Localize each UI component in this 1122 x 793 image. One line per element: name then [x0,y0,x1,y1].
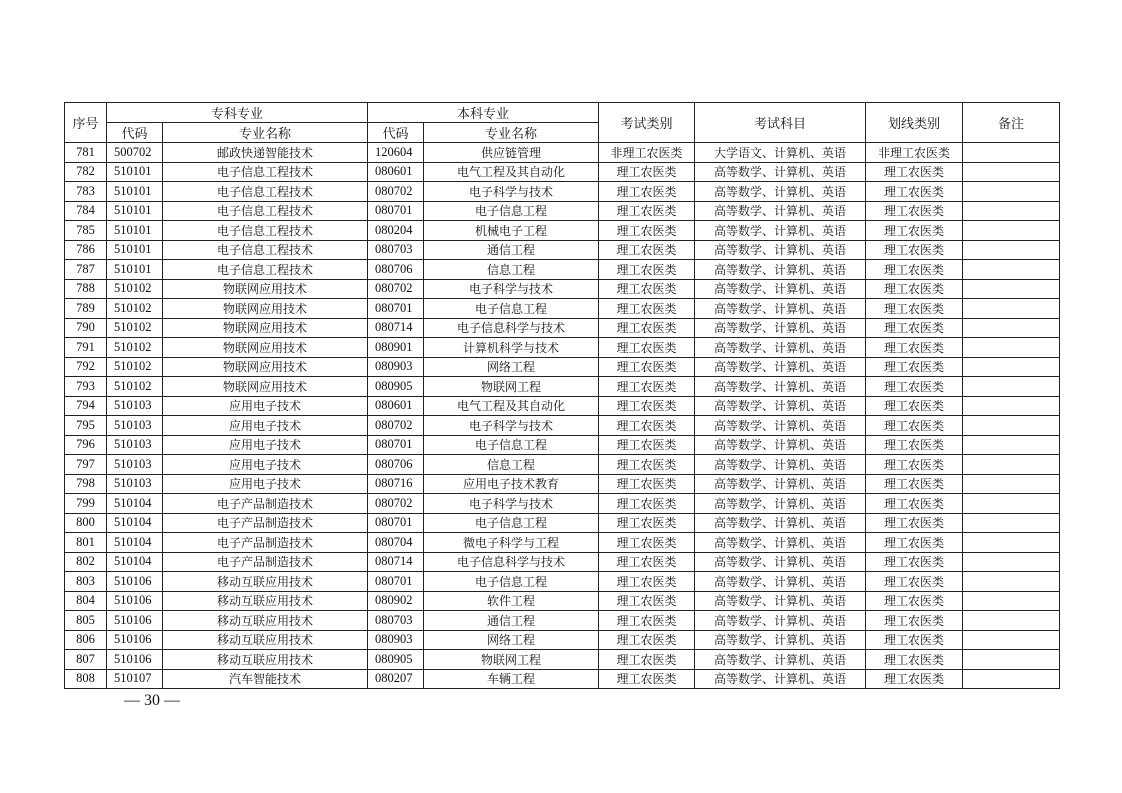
cell-cutoff-category: 理工农医类 [866,279,963,299]
table-row [65,162,1060,182]
cell-exam-subjects: 高等数学、计算机、英语 [695,435,866,455]
table-row [65,240,1060,260]
cell-exam-category: 理工农医类 [599,513,695,533]
cell-undergraduate-code: 080204 [368,221,424,241]
cell-vocational-code: 510101 [107,240,163,260]
cell-vocational-name: 物联网应用技术 [163,377,368,397]
cell-undergraduate-name: 电子信息工程 [424,572,599,592]
cell-remarks [963,260,1060,280]
cell-vocational-code: 510103 [107,474,163,494]
cell-exam-category: 理工农医类 [599,221,695,241]
cell-cutoff-category: 理工农医类 [866,435,963,455]
cell-undergraduate-name: 电子信息工程 [424,513,599,533]
cell-seq: 782 [65,162,107,182]
cell-remarks [963,377,1060,397]
cell-vocational-code: 510102 [107,377,163,397]
cell-remarks [963,611,1060,631]
table-row [65,650,1060,670]
cell-vocational-code: 510102 [107,299,163,319]
cell-undergraduate-name: 电子信息科学与技术 [424,552,599,572]
cell-undergraduate-name: 电气工程及其自动化 [424,396,599,416]
cell-undergraduate-name: 电子科学与技术 [424,279,599,299]
cell-exam-subjects: 高等数学、计算机、英语 [695,650,866,670]
table-row [65,630,1060,650]
cell-exam-subjects: 高等数学、计算机、英语 [695,416,866,436]
cell-cutoff-category: 理工农医类 [866,630,963,650]
cell-seq: 806 [65,630,107,650]
cell-remarks [963,182,1060,202]
table-row [65,455,1060,475]
cell-remarks [963,669,1060,689]
cell-undergraduate-code: 080905 [368,377,424,397]
cell-undergraduate-name: 物联网工程 [424,377,599,397]
cell-seq: 785 [65,221,107,241]
cell-cutoff-category: 理工农医类 [866,591,963,611]
table-row [65,279,1060,299]
cell-exam-category: 理工农医类 [599,533,695,553]
cell-remarks [963,591,1060,611]
cell-seq: 807 [65,650,107,670]
cell-cutoff-category: 理工农医类 [866,182,963,202]
cell-cutoff-category: 理工农医类 [866,338,963,358]
cell-exam-category: 理工农医类 [599,182,695,202]
cell-vocational-code: 510101 [107,221,163,241]
cell-vocational-code: 510104 [107,494,163,514]
cell-exam-subjects: 高等数学、计算机、英语 [695,318,866,338]
cell-seq: 796 [65,435,107,455]
header-undergraduate-code: 代码 [368,123,424,143]
cell-undergraduate-name: 供应链管理 [424,143,599,163]
cell-undergraduate-name: 电子信息工程 [424,435,599,455]
cell-cutoff-category: 理工农医类 [866,474,963,494]
cell-undergraduate-name: 通信工程 [424,240,599,260]
cell-remarks [963,513,1060,533]
cell-vocational-name: 电子产品制造技术 [163,552,368,572]
cell-undergraduate-code: 080714 [368,552,424,572]
cell-cutoff-category: 理工农医类 [866,377,963,397]
cell-undergraduate-name: 信息工程 [424,455,599,475]
table-row [65,416,1060,436]
cell-undergraduate-name: 信息工程 [424,260,599,280]
cell-cutoff-category: 理工农医类 [866,455,963,475]
cell-exam-subjects: 高等数学、计算机、英语 [695,533,866,553]
cell-exam-category: 理工农医类 [599,357,695,377]
cell-undergraduate-code: 080701 [368,513,424,533]
cell-undergraduate-code: 080207 [368,669,424,689]
cell-cutoff-category: 理工农医类 [866,533,963,553]
cell-remarks [963,162,1060,182]
cell-undergraduate-name: 网络工程 [424,630,599,650]
cell-vocational-name: 电子信息工程技术 [163,240,368,260]
cell-undergraduate-name: 计算机科学与技术 [424,338,599,358]
cell-remarks [963,494,1060,514]
table-row [65,591,1060,611]
cell-remarks [963,279,1060,299]
cell-vocational-name: 邮政快递智能技术 [163,143,368,163]
cell-vocational-name: 物联网应用技术 [163,299,368,319]
cell-cutoff-category: 理工农医类 [866,162,963,182]
cell-exam-category: 理工农医类 [599,162,695,182]
cell-remarks [963,396,1060,416]
cell-vocational-code: 510106 [107,591,163,611]
cell-cutoff-category: 理工农医类 [866,396,963,416]
table-row [65,338,1060,358]
cell-exam-category: 理工农医类 [599,669,695,689]
cell-undergraduate-name: 电子科学与技术 [424,416,599,436]
cell-vocational-name: 电子信息工程技术 [163,182,368,202]
cell-cutoff-category: 理工农医类 [866,669,963,689]
cell-exam-category: 理工农医类 [599,591,695,611]
cell-exam-subjects: 高等数学、计算机、英语 [695,221,866,241]
cell-vocational-name: 物联网应用技术 [163,338,368,358]
cell-cutoff-category: 理工农医类 [866,318,963,338]
table-row [65,396,1060,416]
cell-vocational-code: 510104 [107,552,163,572]
table-row [65,533,1060,553]
cell-undergraduate-name: 应用电子技术教育 [424,474,599,494]
table-row [65,143,1060,163]
table-row [65,474,1060,494]
cell-exam-category: 理工农医类 [599,201,695,221]
header-undergraduate-name: 专业名称 [424,123,599,143]
cell-undergraduate-name: 网络工程 [424,357,599,377]
cell-remarks [963,221,1060,241]
cell-vocational-code: 510106 [107,572,163,592]
cell-vocational-code: 510103 [107,455,163,475]
cell-exam-subjects: 高等数学、计算机、英语 [695,611,866,631]
table-row [65,494,1060,514]
cell-remarks [963,143,1060,163]
cell-undergraduate-name: 机械电子工程 [424,221,599,241]
cell-vocational-code: 510101 [107,260,163,280]
cell-exam-category: 理工农医类 [599,279,695,299]
cell-vocational-name: 电子产品制造技术 [163,533,368,553]
cell-seq: 786 [65,240,107,260]
cell-vocational-name: 电子产品制造技术 [163,494,368,514]
cell-cutoff-category: 理工农医类 [866,201,963,221]
table-row [65,260,1060,280]
cell-remarks [963,338,1060,358]
cell-exam-subjects: 高等数学、计算机、英语 [695,338,866,358]
cell-vocational-name: 汽车智能技术 [163,669,368,689]
cell-vocational-name: 电子产品制造技术 [163,513,368,533]
cell-exam-category: 理工农医类 [599,552,695,572]
cell-undergraduate-name: 电子科学与技术 [424,494,599,514]
cell-vocational-code: 510102 [107,338,163,358]
cell-seq: 793 [65,377,107,397]
cell-cutoff-category: 理工农医类 [866,494,963,514]
cell-undergraduate-code: 080601 [368,396,424,416]
cell-cutoff-category: 理工农医类 [866,572,963,592]
cell-undergraduate-code: 080714 [368,318,424,338]
cell-undergraduate-code: 080905 [368,650,424,670]
table-row [65,318,1060,338]
cell-vocational-code: 500702 [107,143,163,163]
cell-exam-category: 理工农医类 [599,494,695,514]
cell-vocational-name: 电子信息工程技术 [163,260,368,280]
table-row [65,669,1060,689]
cell-undergraduate-code: 080702 [368,494,424,514]
header-seq: 序号 [65,103,107,143]
cell-exam-category: 理工农医类 [599,338,695,358]
cell-cutoff-category: 理工农医类 [866,552,963,572]
cell-remarks [963,630,1060,650]
cell-exam-subjects: 高等数学、计算机、英语 [695,357,866,377]
cell-exam-subjects: 高等数学、计算机、英语 [695,240,866,260]
table-row [65,435,1060,455]
cell-cutoff-category: 非理工农医类 [866,143,963,163]
cell-vocational-name: 应用电子技术 [163,416,368,436]
cell-undergraduate-code: 080704 [368,533,424,553]
cell-seq: 798 [65,474,107,494]
cell-undergraduate-name: 电子信息科学与技术 [424,318,599,338]
cell-undergraduate-code: 120604 [368,143,424,163]
header-remarks: 备注 [963,103,1060,143]
cell-exam-category: 理工农医类 [599,435,695,455]
cell-vocational-code: 510101 [107,201,163,221]
cell-seq: 790 [65,318,107,338]
cell-seq: 795 [65,416,107,436]
cell-exam-subjects: 高等数学、计算机、英语 [695,513,866,533]
cell-exam-subjects: 高等数学、计算机、英语 [695,162,866,182]
cell-exam-category: 理工农医类 [599,572,695,592]
cell-undergraduate-name: 电子科学与技术 [424,182,599,202]
cell-undergraduate-code: 080601 [368,162,424,182]
cell-seq: 805 [65,611,107,631]
cell-remarks [963,416,1060,436]
cell-vocational-name: 移动互联应用技术 [163,591,368,611]
table-row [65,377,1060,397]
cell-exam-category: 理工农医类 [599,650,695,670]
cell-cutoff-category: 理工农医类 [866,513,963,533]
cell-seq: 794 [65,396,107,416]
cell-exam-category: 理工农医类 [599,260,695,280]
cell-undergraduate-code: 080903 [368,630,424,650]
cell-vocational-name: 电子信息工程技术 [163,201,368,221]
cell-remarks [963,572,1060,592]
table-header [65,103,1060,143]
cell-vocational-name: 应用电子技术 [163,435,368,455]
table-row [65,611,1060,631]
cell-vocational-code: 510106 [107,611,163,631]
cell-undergraduate-name: 微电子科学与工程 [424,533,599,553]
header-exam-subjects: 考试科目 [695,103,866,143]
cell-remarks [963,533,1060,553]
table-row [65,572,1060,592]
cell-seq: 804 [65,591,107,611]
cell-exam-category: 理工农医类 [599,299,695,319]
cell-undergraduate-code: 080702 [368,182,424,202]
cell-undergraduate-name: 车辆工程 [424,669,599,689]
table-row [65,221,1060,241]
cell-remarks [963,357,1060,377]
cell-exam-subjects: 高等数学、计算机、英语 [695,260,866,280]
cell-undergraduate-code: 080703 [368,611,424,631]
header-cutoff-category: 划线类别 [866,103,963,143]
cell-vocational-name: 应用电子技术 [163,474,368,494]
cell-remarks [963,201,1060,221]
cell-undergraduate-code: 080703 [368,240,424,260]
cell-remarks [963,474,1060,494]
cell-exam-category: 理工农医类 [599,396,695,416]
cell-exam-subjects: 高等数学、计算机、英语 [695,474,866,494]
cell-exam-category: 理工农医类 [599,630,695,650]
cell-vocational-code: 510103 [107,396,163,416]
cell-exam-category: 理工农医类 [599,455,695,475]
cell-seq: 797 [65,455,107,475]
cell-exam-subjects: 高等数学、计算机、英语 [695,182,866,202]
cell-vocational-name: 移动互联应用技术 [163,572,368,592]
cell-undergraduate-code: 080706 [368,260,424,280]
cell-undergraduate-code: 080706 [368,455,424,475]
cell-vocational-code: 510104 [107,513,163,533]
cell-undergraduate-name: 物联网工程 [424,650,599,670]
cell-vocational-code: 510107 [107,669,163,689]
table-row [65,299,1060,319]
cell-seq: 801 [65,533,107,553]
cell-vocational-name: 移动互联应用技术 [163,650,368,670]
cell-seq: 808 [65,669,107,689]
cell-vocational-name: 物联网应用技术 [163,357,368,377]
cell-exam-subjects: 高等数学、计算机、英语 [695,591,866,611]
cell-exam-category: 理工农医类 [599,474,695,494]
cell-exam-subjects: 高等数学、计算机、英语 [695,630,866,650]
cell-remarks [963,455,1060,475]
cell-seq: 788 [65,279,107,299]
cell-cutoff-category: 理工农医类 [866,416,963,436]
cell-exam-category: 理工农医类 [599,611,695,631]
table-row [65,182,1060,202]
cell-exam-subjects: 高等数学、计算机、英语 [695,669,866,689]
cell-cutoff-category: 理工农医类 [866,611,963,631]
cell-exam-category: 理工农医类 [599,377,695,397]
cell-undergraduate-code: 080903 [368,357,424,377]
cell-undergraduate-name: 电子信息工程 [424,201,599,221]
cell-exam-subjects: 高等数学、计算机、英语 [695,377,866,397]
cell-seq: 792 [65,357,107,377]
cell-vocational-code: 510103 [107,416,163,436]
cell-remarks [963,435,1060,455]
cell-cutoff-category: 理工农医类 [866,240,963,260]
cell-undergraduate-name: 电子信息工程 [424,299,599,319]
cell-seq: 787 [65,260,107,280]
cell-exam-subjects: 高等数学、计算机、英语 [695,201,866,221]
cell-undergraduate-code: 080702 [368,279,424,299]
cell-vocational-code: 510102 [107,357,163,377]
cell-vocational-name: 物联网应用技术 [163,318,368,338]
header-vocational-major: 专科专业 [107,103,368,123]
cell-seq: 784 [65,201,107,221]
cell-seq: 791 [65,338,107,358]
page-number: — 30 — [124,692,180,709]
cell-exam-subjects: 高等数学、计算机、英语 [695,396,866,416]
cell-seq: 789 [65,299,107,319]
cell-vocational-name: 移动互联应用技术 [163,611,368,631]
cell-undergraduate-name: 电气工程及其自动化 [424,162,599,182]
cell-undergraduate-code: 080716 [368,474,424,494]
table-row [65,201,1060,221]
cell-exam-subjects: 高等数学、计算机、英语 [695,279,866,299]
cell-remarks [963,650,1060,670]
cell-remarks [963,552,1060,572]
cell-exam-category: 理工农医类 [599,318,695,338]
cell-undergraduate-name: 软件工程 [424,591,599,611]
cell-vocational-code: 510104 [107,533,163,553]
cell-exam-category: 理工农医类 [599,240,695,260]
cell-undergraduate-name: 通信工程 [424,611,599,631]
cell-cutoff-category: 理工农医类 [866,221,963,241]
cell-vocational-code: 510103 [107,435,163,455]
cell-seq: 799 [65,494,107,514]
cell-cutoff-category: 理工农医类 [866,299,963,319]
cell-remarks [963,299,1060,319]
header-exam-category: 考试类别 [599,103,695,143]
cell-exam-subjects: 高等数学、计算机、英语 [695,494,866,514]
cell-vocational-name: 应用电子技术 [163,396,368,416]
cell-vocational-name: 移动互联应用技术 [163,630,368,650]
header-vocational-code: 代码 [107,123,163,143]
cell-exam-subjects: 高等数学、计算机、英语 [695,552,866,572]
header-undergraduate-major: 本科专业 [368,103,599,123]
cell-exam-subjects: 高等数学、计算机、英语 [695,455,866,475]
cell-remarks [963,240,1060,260]
cell-cutoff-category: 理工农医类 [866,260,963,280]
cell-undergraduate-code: 080701 [368,299,424,319]
cell-undergraduate-code: 080701 [368,201,424,221]
cell-undergraduate-code: 080701 [368,435,424,455]
cell-vocational-name: 电子信息工程技术 [163,221,368,241]
cell-cutoff-category: 理工农医类 [866,357,963,377]
table-row [65,552,1060,572]
table-body [65,143,1060,689]
cell-exam-subjects: 高等数学、计算机、英语 [695,299,866,319]
cell-seq: 802 [65,552,107,572]
cell-exam-subjects: 大学语文、计算机、英语 [695,143,866,163]
cell-remarks [963,318,1060,338]
cell-cutoff-category: 理工农医类 [866,650,963,670]
table-row [65,357,1060,377]
cell-vocational-code: 510106 [107,630,163,650]
cell-vocational-name: 电子信息工程技术 [163,162,368,182]
cell-exam-category: 理工农医类 [599,416,695,436]
cell-vocational-name: 应用电子技术 [163,455,368,475]
cell-vocational-code: 510102 [107,318,163,338]
cell-exam-subjects: 高等数学、计算机、英语 [695,572,866,592]
cell-undergraduate-code: 080902 [368,591,424,611]
cell-seq: 803 [65,572,107,592]
cell-seq: 800 [65,513,107,533]
cell-undergraduate-code: 080901 [368,338,424,358]
cell-vocational-code: 510102 [107,279,163,299]
cell-vocational-name: 物联网应用技术 [163,279,368,299]
cell-undergraduate-code: 080702 [368,416,424,436]
cell-exam-category: 非理工农医类 [599,143,695,163]
cell-seq: 781 [65,143,107,163]
cell-undergraduate-code: 080701 [368,572,424,592]
cell-vocational-code: 510101 [107,162,163,182]
cell-vocational-code: 510101 [107,182,163,202]
cell-seq: 783 [65,182,107,202]
header-vocational-name: 专业名称 [163,123,368,143]
table-row [65,513,1060,533]
major-mapping-table [64,102,1060,689]
cell-vocational-code: 510106 [107,650,163,670]
